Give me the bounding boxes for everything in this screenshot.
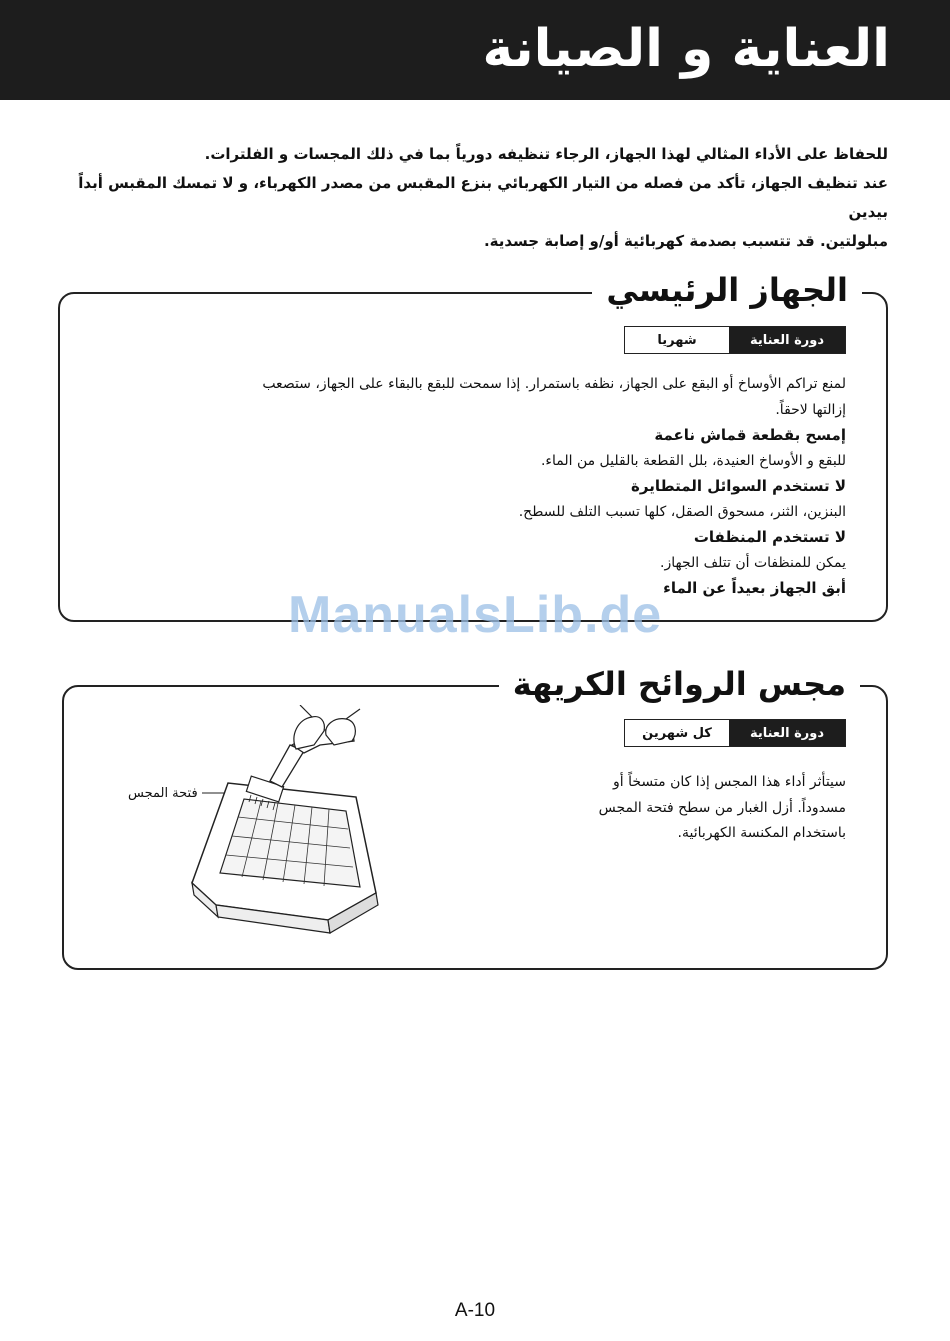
- instruction-line: سيتأثر أداء هذا المجس إذا كان متسخاً أو: [613, 774, 846, 790]
- main-unit-title: الجهاز الرئيسي: [592, 268, 862, 312]
- sensor-opening-callout: فتحة المجس: [128, 786, 198, 801]
- intro-text: [50, 140, 888, 256]
- detergent-text: يمكن للمنظفات أن تتلف الجهاز.: [660, 554, 846, 571]
- water-heading: أبق الجهاز بعيداً عن الماء: [663, 579, 846, 597]
- main-unit-maintenance-cycle: [624, 326, 846, 354]
- intro-line: مبلولتين. قد تتسبب بصدمة كهربائية أو/و إصابة جسدية.: [483, 232, 888, 250]
- instruction-line: إزالتها لاحقاً.: [775, 401, 846, 418]
- instruction-line: باستخدام المكنسة الكهربائية.: [677, 825, 846, 841]
- intro-line: للحفاظ على الأداء المثالي لهذا الجهاز، الرجاء تنظيفه دورياً بما في ذلك المجسات و الفلترات.: [204, 145, 888, 163]
- volatile-text: البنزين، الثنر، مسحوق الصقل، كلها تسبب التلف للسطح.: [518, 503, 846, 520]
- odour-sensor-instructions: [516, 770, 846, 847]
- maintenance-cycle-label: دورة العناية: [729, 720, 845, 746]
- maintenance-cycle-label: دورة العناية: [729, 327, 845, 353]
- page-title: العناية و الصيانة: [482, 19, 890, 79]
- instruction-line: مسدوداً. أزل الغبار من سطح فتحة المجس: [598, 799, 846, 816]
- odour-sensor-maintenance-cycle: [624, 719, 846, 747]
- wipe-heading: إمسح بقطعة قماش ناعمة: [654, 426, 846, 444]
- maintenance-cycle-value: شهريا: [625, 327, 729, 353]
- odour-sensor-title: مجس الروائح الكريهة: [499, 662, 860, 706]
- maintenance-cycle-value: كل شهرين: [625, 720, 729, 746]
- instruction-line: لمنع تراكم الأوساخ أو البقع على الجهاز، نظفه باستمرار. إذا سمحت للبقع بالبقاء على الجهاز، ستصعب: [262, 376, 846, 392]
- page-header: [0, 0, 950, 100]
- page-number: A-10: [454, 1300, 496, 1321]
- detergent-heading: لا تستخدم المنظفات: [693, 528, 846, 546]
- intro-line: عند تنظيف الجهاز، تأكد من فصله من التيار الكهربائي بنزع المقبس من مصدر الكهرباء، و لا تمسك المقبس أبداً بيدين: [78, 174, 888, 221]
- vacuum-cleaning-illustration: [120, 705, 400, 945]
- watermark: ManualsLib.de: [288, 586, 663, 644]
- volatile-heading: لا تستخدم السوائل المتطايرة: [631, 477, 846, 495]
- main-unit-instructions: [146, 372, 846, 602]
- wipe-text: للبقع و الأوساخ العنيدة، بلل القطعة بالقليل من الماء.: [540, 452, 846, 469]
